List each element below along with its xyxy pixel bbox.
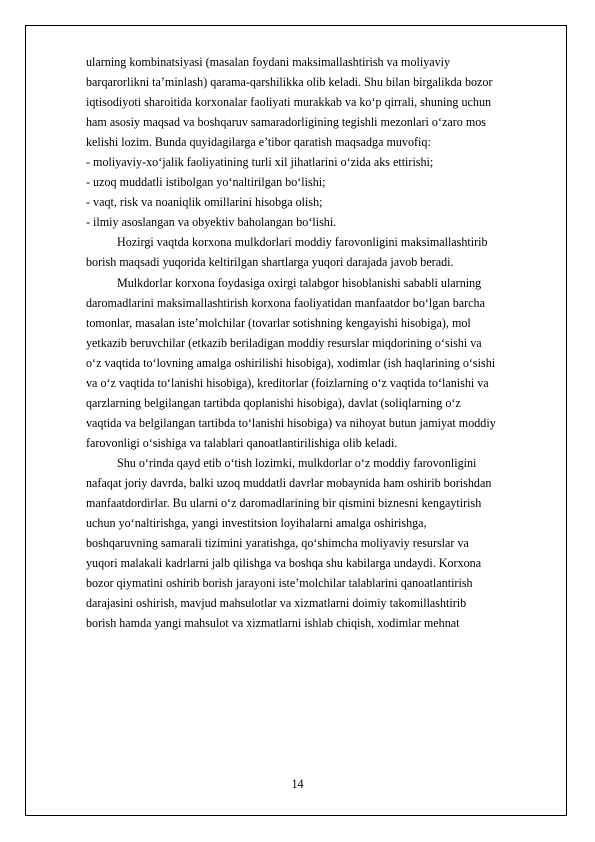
text-line: va o‘z vaqtida to‘lanishi hisobiga), kreditorlar (foizlarning o‘z vaqtida to‘lanishi va xyxy=(86,375,489,390)
list-item: - ilmiy asoslangan va obyektiv baholangan bo‘lishi. xyxy=(86,215,337,230)
text-line: barqarorlikni ta’minlash) qarama-qarshilikka olib keladi. Shu bilan birgalikda bozor xyxy=(86,75,493,90)
paragraph-start-line: Hozirgi vaqtda korxona mulkdorlari moddiy farovonligini maksimallashtirib xyxy=(117,235,488,250)
text-line: borish maqsadi yuqorida keltirilgan shartlarga yuqori darajada javob beradi. xyxy=(86,255,454,270)
text-line: manfaatdordirlar. Bu ularni o‘z daromadlarining bir qismini biznesni kengaytirish xyxy=(86,496,482,511)
text-line: o‘z vaqtida to‘lovning amalga oshirilishi hisobiga), xodimlar (ish haqlarining o‘sishi xyxy=(86,355,496,370)
text-line: qarzlarning belgilangan tartibda qoplanishi hisobiga), davlat (soliqlarning o‘z xyxy=(86,395,461,410)
text-line: yetkazib beruvchilar (etkazib beriladigan moddiy resurslar miqdorining o‘sishi va xyxy=(86,335,482,350)
list-item: - uzoq muddatli istibolgan yo‘naltirilgan bo‘lishi; xyxy=(86,175,326,190)
text-line: kelishi lozim. Bunda quyidagilarga e’tibor qaratish maqsadga muvofiq: xyxy=(86,135,431,150)
text-line: yuqori malakali kadrlarni jalb qilishga va boshqa shu kabilarga undaydi. Korxona xyxy=(86,556,482,571)
text-line: darajasini oshirish, mavjud mahsulotlar va xizmatlarni doimiy takomillashtirib xyxy=(86,596,467,611)
list-item: - vaqt, risk va noaniqlik omillarini hisobga olish; xyxy=(86,195,323,210)
text-line: vaqtida va belgilangan tartibda to‘lanishi hisobiga) va nihoyat butun jamiyat moddiy xyxy=(86,415,496,430)
body-text xyxy=(86,52,560,633)
text-line: bozor qiymatini oshirib borish jarayoni iste’molchilar talablarini qanoatlantirish xyxy=(86,576,473,591)
list-item: - moliyaviy-xo‘jalik faoliyatining turli xil jihatlarini o‘zida aks ettirishi; xyxy=(86,155,434,170)
text-line: daromadlarini maksimallashtirish korxona faoliyatidan manfaatdor bo‘lgan barcha xyxy=(86,295,485,310)
text-line: ham asosiy maqsad va boshqaruv samaradorligining tegishli mezonlari o‘zaro mos xyxy=(86,115,487,130)
text-line: borish hamda yangi mahsulot va xizmatlarni ishlab chiqish, xodimlar mehnat xyxy=(86,616,460,631)
text-line: nafaqat joriy davrda, balki uzoq muddatli davrlar mobaynida ham oshirib borishdan xyxy=(86,475,492,490)
text-line: uchun yo‘naltirishga, yangi investitsion loyihalarni amalga oshirishga, xyxy=(86,516,427,531)
text-line: tomonlar, masalan iste’molchilar (tovarlar sotishning kengayishi hisobiga), mol xyxy=(86,315,471,330)
text-line: ularning kombinatsiyasi (masalan foydani maksimallashtirish va moliyaviy xyxy=(86,55,451,69)
paragraph-start-line: Shu o‘rinda qayd etib o‘tish lozimki, mulkdorlar o‘z moddiy farovonligini xyxy=(117,455,477,470)
text-line: iqtisodiyoti sharoitida korxonalar faoliyati murakkab va ko‘p qirrali, shuning uchun xyxy=(86,95,492,110)
text-line: boshqaruvning samarali tizimini yaratishga, qo‘shimcha moliyaviy resurslar va xyxy=(86,536,469,551)
page-number: 14 xyxy=(291,777,304,791)
paragraph-start-line: Mulkdorlar korxona foydasiga oxirgi talabgor hisoblanishi sababli ularning xyxy=(117,275,482,290)
text-line: farovonligi o‘sishiga va talablari qanoatlantirilishiga olib keladi. xyxy=(86,435,398,450)
